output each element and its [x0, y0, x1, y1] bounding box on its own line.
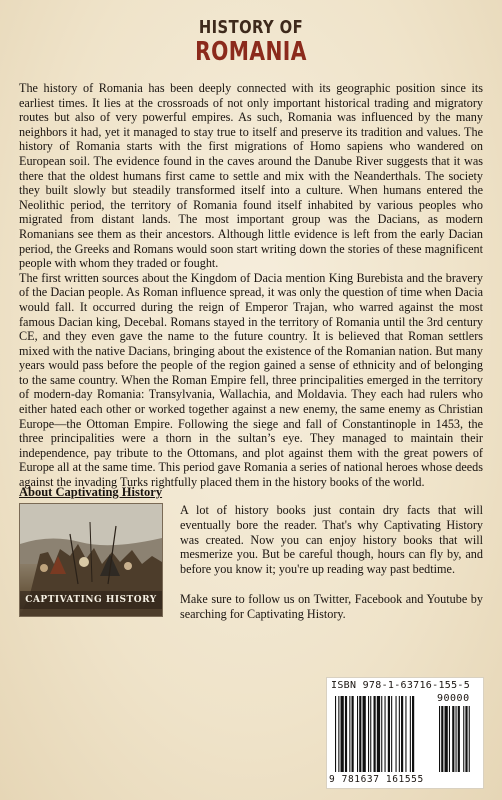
promo-paragraph-1: A lot of history books just contain dry facts that will eventually bore the reader. That's why Captivating History was created. Now you can enjoy history books that will mesmerize you. But be careful though, hours can fly by, and before you know it; you're up reading way past bedtime. [180, 503, 483, 577]
title-line-2: ROMANIA [195, 37, 307, 67]
blurb-paragraph-2: The first written sources about the Kingdom of Dacia mention King Burebista and the bravery of the Dacian people. As Roman influence spread, it was only the question of time when Dacia would fall. It occurred during the reign of Emperor Trajan, who warred against the most famous Dacian king, Decebal. Romans stayed in the territory of Romania until the 3rd century CE, and they even gave the name to the future country. It is believed that Roman settlers mixed with the native Dacians, bringing about the existence of the Romanian nation. But many years would pass before the people of the region gained a sense of ethnicity and of belonging to the same country. When the Roman Empire fell, three principalities emerged in the territory of modern-day Romania: Transylvania, Wallachia, and Moldavia. They each had rulers who either hated each other or worked together against a new enemy, the same enemy as Christian Europe—the Ottoman Empire. Following the siege and fall of Constantinople in 1453, the three principalities were a thorn in the sultan’s eye. They managed to maintain their independence, pay tribute to the Ottomans, and plot against them with the great powers of Europe all at the same time. This period gave Romania a series of national heroes whose deeds against the invading Turks rightfully placed them in the history books of the world. [19, 270, 483, 490]
title-line-1: HISTORY OF [198, 17, 304, 38]
barcode-digits: 9 781637 161555 [329, 774, 424, 785]
blurb-paragraph-1: The history of Romania has been deeply connected with its geographic position since its earliest times. It lies at the crossroads of not only important historical trading and migratory routes but also of very powerful empires. As such, Romania was influenced by the many neighbors it had, yet it managed to stay true to itself and preserve its tradition and values. The history of Romania starts with the first migrations of Homo sapiens who wandered on European soil. The evidence found in the caves around the Danube River suggests that it was there that the oldest humans first came to settle and mix with the Neanderthals. The society they built slowly but steadily transformed itself into a culture. When humans entered the Neolithic period, the territory of Romania found itself inhabited by various peoples who migrated from distant lands. The most important group was the Dacians, as modern Romanians see them as their ancestors. Although little evidence is left from the early Dacian period, the Greeks and Romans would soon start writing down the stories of these magnificent people with whom they traded or fought. [19, 81, 483, 271]
book-title [0, 18, 502, 66]
blurb-text [19, 81, 483, 490]
price-code: 90000 [437, 693, 470, 704]
isbn-number: ISBN 978-1-63716-155-5 [331, 680, 471, 691]
about-heading: About Captivating History [19, 485, 163, 499]
isbn-barcode [326, 677, 484, 789]
publisher-image-label: CAPTIVATING HISTORY [20, 591, 162, 609]
barcode-bars [327, 678, 483, 788]
publisher-image [19, 503, 163, 617]
publisher-promo [180, 503, 483, 637]
promo-paragraph-2: Make sure to follow us on Twitter, Facebook and Youtube by searching for Captivating History. [180, 591, 483, 621]
